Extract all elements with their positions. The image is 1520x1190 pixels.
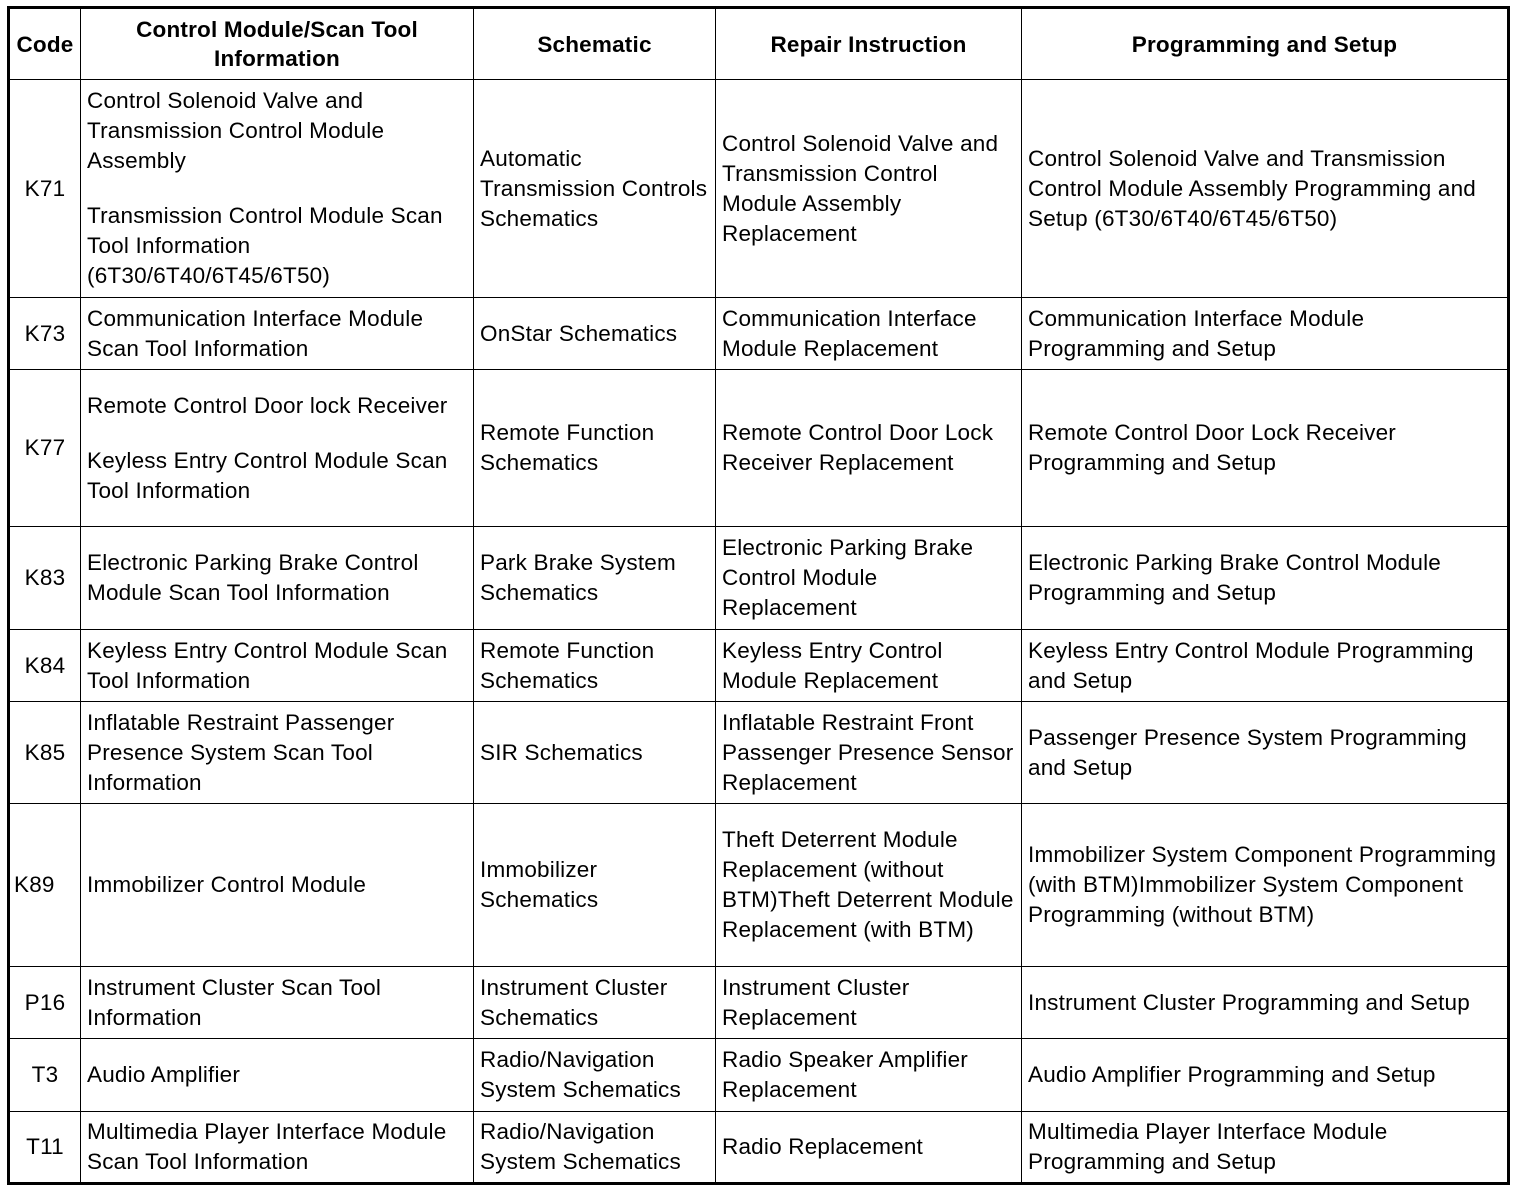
- info-cell: [81, 967, 474, 1039]
- info-cell: [81, 298, 474, 370]
- table-row: [9, 527, 1509, 630]
- schematic-cell: Immobilizer Schematics: [474, 804, 716, 967]
- programming-cell: Electronic Parking Brake Control Module Programming and Setup: [1022, 527, 1509, 630]
- schematic-cell: Park Brake System Schematics: [474, 527, 716, 630]
- info-paragraph: Multimedia Player Interface Module Scan Tool Information: [87, 1119, 447, 1174]
- table-row: [9, 804, 1509, 967]
- repair-cell: Control Solenoid Valve and Transmission Control Module Assembly Replacement: [716, 80, 1022, 298]
- schematic-cell: Remote Function Schematics: [474, 630, 716, 702]
- repair-cell: Radio Speaker Amplifier Replacement: [716, 1039, 1022, 1112]
- header-repair: Repair Instruction: [716, 8, 1022, 80]
- header-row: [9, 8, 1509, 80]
- code-cell: K73: [9, 298, 81, 370]
- module-reference-table: [7, 6, 1510, 1185]
- repair-cell: Theft Deterrent Module Replacement (without BTM)Theft Deterrent Module Replacement (with BTM): [716, 804, 1022, 967]
- table-row: [9, 80, 1509, 298]
- code-cell: K77: [9, 370, 81, 527]
- info-cell: [81, 630, 474, 702]
- info-cell: [81, 1112, 474, 1184]
- code-cell: T3: [9, 1039, 81, 1112]
- table-row: [9, 967, 1509, 1039]
- header-info: Control Module/Scan Tool Information: [81, 8, 474, 80]
- programming-cell: Immobilizer System Component Programming (with BTM)Immobilizer System Component Programming (without BTM): [1022, 804, 1509, 967]
- info-paragraph: Transmission Control Module Scan Tool Information (6T30/6T40/6T45/6T50): [87, 203, 443, 288]
- header-programming: Programming and Setup: [1022, 8, 1509, 80]
- repair-cell: Inflatable Restraint Front Passenger Presence Sensor Replacement: [716, 702, 1022, 804]
- programming-cell: Remote Control Door Lock Receiver Programming and Setup: [1022, 370, 1509, 527]
- repair-cell: Radio Replacement: [716, 1112, 1022, 1184]
- code-cell: K85: [9, 702, 81, 804]
- table-row: [9, 1112, 1509, 1184]
- programming-cell: Multimedia Player Interface Module Programming and Setup: [1022, 1112, 1509, 1184]
- schematic-cell: Automatic Transmission Controls Schematics: [474, 80, 716, 298]
- table-row: [9, 702, 1509, 804]
- table-row: [9, 370, 1509, 527]
- table-row: [9, 630, 1509, 702]
- info-cell: [81, 80, 474, 298]
- info-cell: [81, 804, 474, 967]
- info-paragraph: Electronic Parking Brake Control Module Scan Tool Information: [87, 550, 419, 605]
- schematic-cell: Instrument Cluster Schematics: [474, 967, 716, 1039]
- programming-cell: Keyless Entry Control Module Programming and Setup: [1022, 630, 1509, 702]
- repair-cell: Electronic Parking Brake Control Module Replacement: [716, 527, 1022, 630]
- info-paragraph: Communication Interface Module Scan Tool Information: [87, 305, 424, 361]
- schematic-cell: SIR Schematics: [474, 702, 716, 804]
- code-cell: T11: [9, 1112, 81, 1184]
- repair-cell: Instrument Cluster Replacement: [716, 967, 1022, 1039]
- schematic-cell: OnStar Schematics: [474, 298, 716, 370]
- info-paragraph: Inflatable Restraint Passenger Presence System Scan Tool Information: [87, 709, 395, 795]
- code-cell: K89: [9, 804, 81, 967]
- info-paragraph: Instrument Cluster Scan Tool Information: [87, 974, 382, 1030]
- info-paragraph: Keyless Entry Control Module Scan Tool Information: [87, 447, 448, 503]
- programming-cell: Control Solenoid Valve and Transmission Control Module Assembly Programming and Setup (6T30/6T40/6T45/6T50): [1022, 80, 1509, 298]
- repair-cell: Keyless Entry Control Module Replacement: [716, 630, 1022, 702]
- info-cell: [81, 370, 474, 527]
- code-cell: P16: [9, 967, 81, 1039]
- info-paragraph: Remote Control Door lock Receiver: [87, 392, 448, 418]
- programming-cell: Communication Interface Module Programming and Setup: [1022, 298, 1509, 370]
- programming-cell: Audio Amplifier Programming and Setup: [1022, 1039, 1509, 1112]
- info-cell: [81, 702, 474, 804]
- header-schematic: Schematic: [474, 8, 716, 80]
- schematic-cell: Radio/Navigation System Schematics: [474, 1112, 716, 1184]
- schematic-cell: Radio/Navigation System Schematics: [474, 1039, 716, 1112]
- header-code: Code: [9, 8, 81, 80]
- info-paragraph: Audio Amplifier: [87, 1062, 241, 1087]
- repair-cell: Remote Control Door Lock Receiver Replacement: [716, 370, 1022, 527]
- code-cell: K84: [9, 630, 81, 702]
- info-cell: [81, 1039, 474, 1112]
- programming-cell: Instrument Cluster Programming and Setup: [1022, 967, 1509, 1039]
- repair-cell: Communication Interface Module Replacement: [716, 298, 1022, 370]
- info-paragraph: Keyless Entry Control Module Scan Tool Information: [87, 637, 448, 693]
- code-cell: K83: [9, 527, 81, 630]
- table-row: [9, 1039, 1509, 1112]
- info-cell: [81, 527, 474, 630]
- info-paragraph: Control Solenoid Valve and Transmission Control Module Assembly: [87, 88, 385, 173]
- code-cell: K71: [9, 80, 81, 298]
- table-row: [9, 298, 1509, 370]
- info-paragraph: Immobilizer Control Module: [87, 872, 367, 897]
- programming-cell: Passenger Presence System Programming and Setup: [1022, 702, 1509, 804]
- schematic-cell: Remote Function Schematics: [474, 370, 716, 527]
